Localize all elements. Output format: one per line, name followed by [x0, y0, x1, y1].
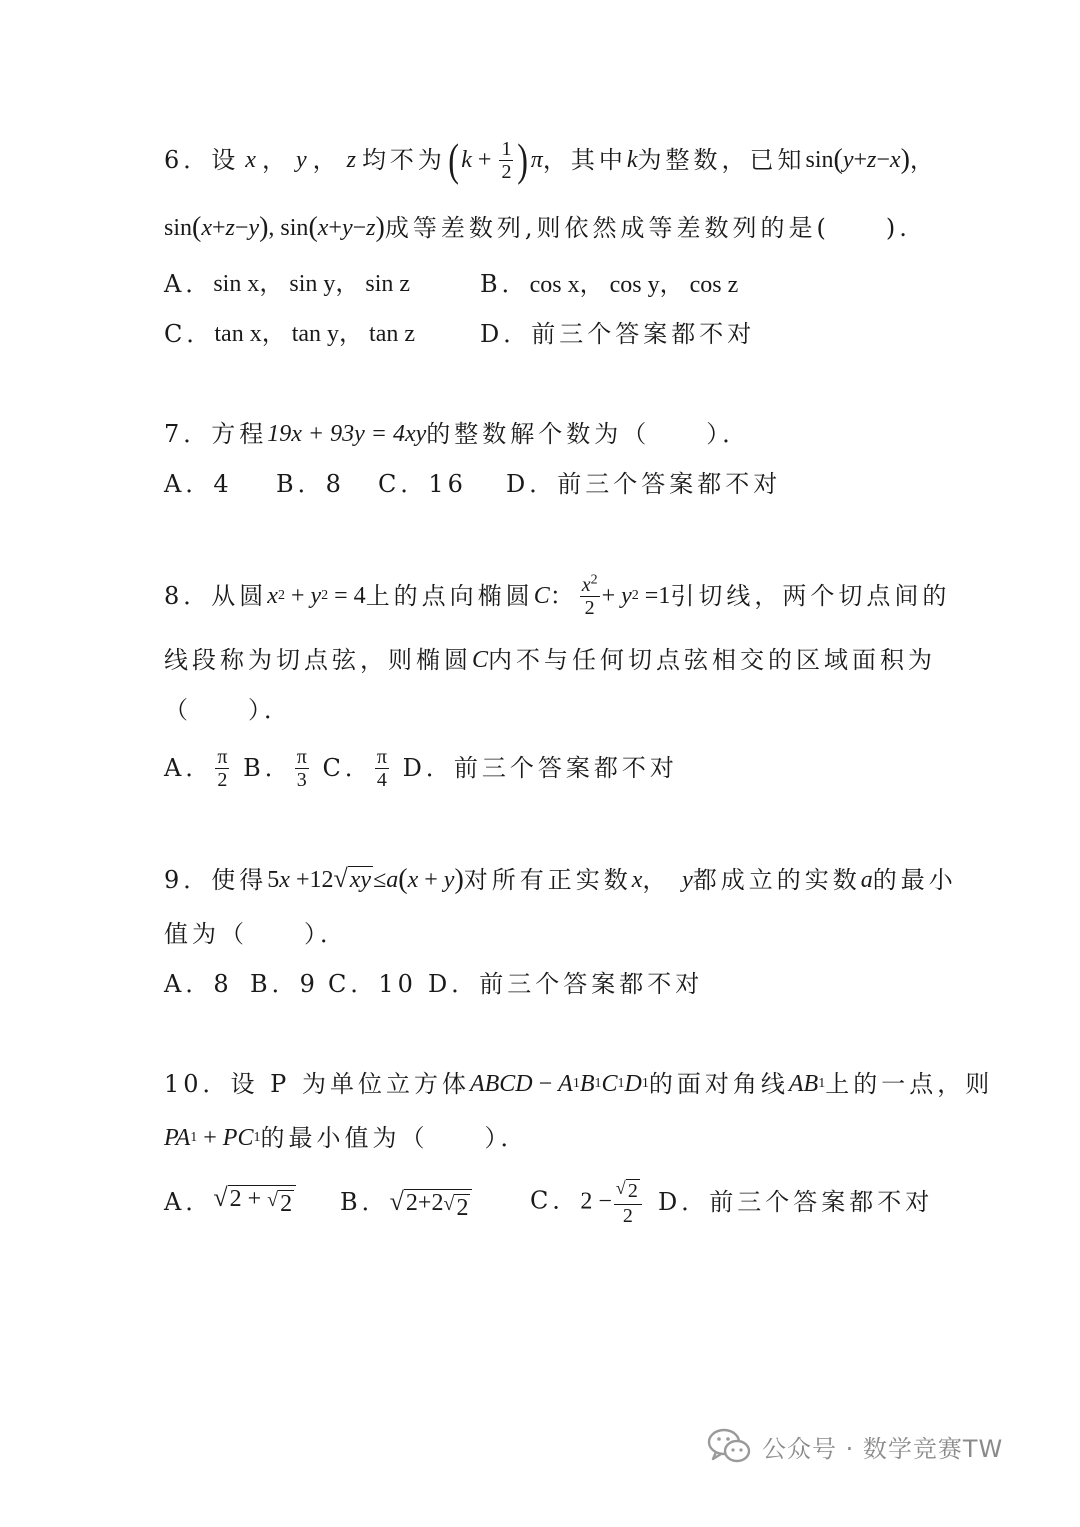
- q6-options-cd: C． tan x， tan y， tan z D．前三个答案都不对: [164, 314, 415, 354]
- q9-number: 9．: [164, 866, 212, 894]
- option-label: A．: [164, 270, 214, 298]
- q9-line-2: 值为（ ）．: [164, 920, 348, 948]
- option-b: B．cos x， cos y， cos z: [480, 269, 739, 298]
- q7-equation: 19x + 93y = 4xy: [267, 421, 427, 447]
- option-d: D．前三个答案都不对: [480, 320, 756, 348]
- q7-options: A． 4 B．8 C．16 D．前三个答案都不对: [164, 470, 782, 498]
- q8-options: A． $\frac{\pi}{2}$ B． $\frac{\pi}{3}$ C． $\frac{\pi}{4}$ D． 前三个答案都不对: [164, 745, 678, 791]
- q6-options-ab: [164, 264, 739, 304]
- q8-number: 8．: [164, 582, 212, 610]
- q8-line-3: （ ）．: [164, 696, 292, 724]
- wechat-icon: [706, 1426, 752, 1466]
- q9-line-1: 9． 使得 5 x +12 √ xy ≤ a ( x + y ) 对所有正实数 x ， y 都成立的实数 a 的最小: [164, 860, 957, 900]
- q10-line-2: PA 1 + PC 1 的最小值为（ ）．: [164, 1124, 529, 1152]
- option-c: tan x， tan y， tan z: [214, 321, 416, 347]
- q8-line-2: 线段称为切点弦，则椭圆 C 内不与任何切点弦相交的区域面积为: [164, 646, 937, 674]
- wechat-watermark: [706, 1416, 1003, 1476]
- q10-options: A． √ 2 + √ 2 B． √ 2+2 √ 2 C．2 − √ 2 2 D．前三个答案都不对: [164, 1178, 934, 1227]
- q8-line-1: 8． 从圆 x 2 + y 2 = 4 上的点向椭圆 C ： $\frac{x^2}{2}$ + y 2 =1 引切线，两个切点间的: [164, 571, 951, 619]
- q6-line-2: sin ( x + z − y ) , sin ( x + y − z ) 成等差数列,则依然成等差数列的是( ).: [164, 212, 911, 243]
- q6-number: 6．: [164, 146, 212, 174]
- q10-number: 10．: [164, 1070, 231, 1098]
- q9-options: A． 8 B．9 C．10 D．前三个答案都不对: [164, 970, 704, 998]
- option-a: sin x， sin y， sin z: [213, 271, 411, 297]
- q7-line-1: 7． 方程 19x + 93y = 4xy 的整数解个数为（ ）．: [164, 414, 750, 454]
- q6-line-1: 6． 设 x ， y ， z 均不为 ( k + $\frac{1}{2}$ ) π ，其中 k 为整数，已知 sin ( y + z − x ) ，: [164, 134, 938, 185]
- q7-number: 7．: [164, 420, 212, 448]
- watermark-text: 公众号 · 数学竞赛TW: [762, 1434, 1004, 1463]
- q10-line-1: 10． 设 P 为单位立方体 ABCD − A 1 B 1 C 1 D 1 的面对角线 AB 1 上的一点，则: [164, 1064, 993, 1104]
